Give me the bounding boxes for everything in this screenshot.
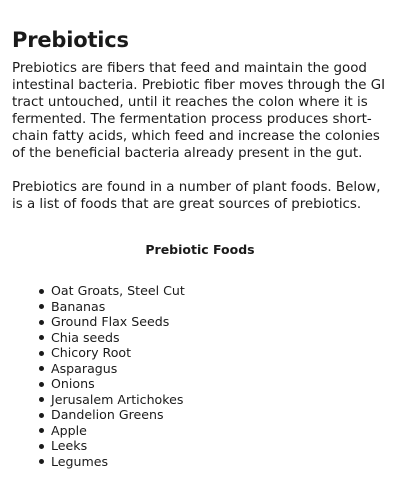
- list-item: [51, 330, 388, 346]
- list-item: [51, 299, 388, 315]
- list-item: [51, 283, 388, 299]
- bullet-icon: [39, 428, 44, 433]
- list-item: [51, 407, 388, 423]
- list-item: [51, 314, 388, 330]
- list-item: [51, 392, 388, 408]
- bullet-icon: [39, 444, 44, 449]
- list-item-label: Jerusalem Artichokes: [51, 391, 184, 407]
- bullet-icon: [39, 351, 44, 356]
- bullet-icon: [39, 304, 44, 309]
- bullet-icon: [39, 413, 44, 418]
- list-item-label: Asparagus: [51, 360, 118, 376]
- bullet-icon: [39, 382, 44, 387]
- list-item: [51, 438, 388, 454]
- list-item-label: Oat Groats, Steel Cut: [51, 283, 185, 298]
- list-item-label: Ground Flax Seeds: [51, 314, 170, 329]
- bullet-icon: [39, 366, 44, 371]
- list-item: [51, 376, 388, 392]
- bullet-icon: [39, 320, 44, 325]
- list-item-label: Chicory Root: [51, 345, 132, 360]
- intro-paragraph: Prebiotics are fibers that feed and maintain the good intestinal bacteria. Prebiotic fiber moves through the GI tract untouched, until it reaches the colon where it is fermented. The fermentation process produces short-chain fatty acids, which feed and increase the colonies of the beneficial bacteria already present in the gut.: [12, 61, 386, 161]
- list-item: [51, 345, 388, 361]
- list-item: [51, 423, 388, 439]
- page-title: Prebiotics: [12, 28, 129, 52]
- bullet-icon: [39, 289, 44, 294]
- list-item: [51, 361, 388, 377]
- sources-paragraph: Prebiotics are found in a number of plant foods. Below, is a list of foods that are great sources of prebiotics.: [12, 180, 381, 212]
- list-item-label: Onions: [51, 376, 95, 391]
- list-heading: Prebiotic Foods: [145, 242, 255, 257]
- list-item-label: Apple: [51, 422, 87, 438]
- bullet-icon: [39, 397, 44, 402]
- list-item: [51, 454, 388, 470]
- list-item-label: Bananas: [51, 298, 106, 314]
- list-item-label: Legumes: [51, 453, 109, 469]
- list-item-label: Chia seeds: [51, 329, 120, 345]
- list-item-label: Leeks: [51, 438, 88, 453]
- bullet-icon: [39, 335, 44, 340]
- list-item-label: Dandelion Greens: [51, 407, 164, 422]
- food-list: [12, 283, 388, 469]
- bullet-icon: [39, 459, 44, 464]
